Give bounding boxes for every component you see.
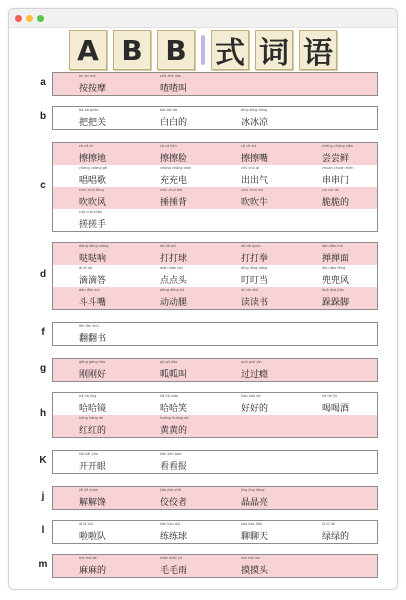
word-cell [134, 243, 215, 265]
pinyin-text: bīng bīng liáng [241, 108, 268, 112]
pinyin-text: gū gū jiào [160, 360, 178, 364]
word-text: 过过瘾 [241, 370, 269, 380]
word-cell [215, 521, 296, 543]
word-cell [53, 165, 134, 187]
word-cell [53, 107, 134, 129]
word-text: 练练球 [160, 532, 188, 542]
pinyin-text: chū chū qì [241, 166, 260, 170]
pinyin-text: hā hā xiào [160, 394, 179, 398]
pinyin-text: liáo liáo tiān [241, 522, 263, 526]
word-cell [215, 393, 296, 415]
word-cell [53, 415, 134, 437]
group-letter: h [39, 408, 47, 419]
word-cell [296, 555, 377, 577]
word-text: 滴滴答 [79, 276, 107, 286]
word-group-h [52, 392, 378, 438]
word-cell [215, 209, 296, 231]
word-cell [215, 243, 296, 265]
word-cell [296, 287, 377, 309]
word-text: 看看报 [160, 462, 188, 472]
word-cell [215, 165, 296, 187]
group-letter: l [41, 525, 45, 536]
word-row [53, 451, 377, 473]
word-group-f [52, 322, 378, 346]
word-row [53, 487, 377, 509]
word-cell [134, 451, 215, 473]
word-text: 打打拳 [241, 254, 269, 264]
word-text: 叮叮当 [241, 276, 269, 286]
word-cell [134, 265, 215, 287]
word-text: 绿绿的 [322, 532, 350, 542]
word-cell [215, 451, 296, 473]
word-cell [296, 73, 377, 95]
pinyin-text: dàn dàn huī [322, 244, 343, 248]
title-char: 语 [299, 30, 337, 70]
word-text: 聊聊天 [241, 532, 269, 542]
pinyin-text: cuō cuō shǒu [79, 210, 103, 214]
pinyin-text: bái bái de [160, 108, 178, 112]
word-cell [134, 143, 215, 165]
title-divider [201, 35, 205, 65]
pinyin-text: dīng dīng dāng [241, 266, 268, 270]
word-row [53, 143, 377, 165]
pinyin-text: kàn kàn bào [160, 452, 182, 456]
word-text: 捶捶背 [160, 198, 188, 208]
word-row [53, 187, 377, 209]
word-cell [215, 187, 296, 209]
pinyin-text: dǎ dǎ qiú [160, 244, 177, 248]
pinyin-text: duò duò jiǎo [322, 288, 344, 292]
pinyin-text: cā cā zuǐ [241, 144, 257, 148]
pinyin-text: hē hē jiǔ [322, 394, 338, 398]
word-row [53, 209, 377, 231]
pinyin-text: dāng dāng xiǎng [79, 244, 109, 248]
word-text: 黄黄的 [160, 426, 188, 436]
word-cell [53, 209, 134, 231]
pinyin-text: cuì cuì de [322, 188, 339, 192]
word-group-m [52, 554, 378, 578]
word-text: 啦啦队 [79, 532, 107, 542]
minimize-dot-icon[interactable] [26, 15, 33, 22]
word-cell [53, 393, 134, 415]
pinyin-text: gāng gāng hǎo [79, 360, 106, 364]
word-cell [53, 243, 134, 265]
word-cell [134, 415, 215, 437]
word-text: 好好的 [241, 404, 269, 414]
word-cell [53, 359, 134, 381]
close-dot-icon[interactable] [15, 15, 22, 22]
word-cell [215, 107, 296, 129]
title-char: A [69, 30, 107, 70]
word-text: 吹吹风 [79, 198, 107, 208]
word-cell [215, 359, 296, 381]
pinyin-text: cā cā liǎn [160, 144, 177, 148]
group-letter: g [39, 363, 47, 374]
word-row [53, 555, 377, 577]
word-row [53, 393, 377, 415]
word-cell [53, 73, 134, 95]
pinyin-text: jiǎo jiǎo zhě [160, 488, 181, 492]
word-cell [296, 323, 377, 345]
word-cell [134, 359, 215, 381]
group-letter: j [41, 491, 45, 502]
page-title [0, 28, 406, 72]
pinyin-text: liàn liàn qiú [160, 522, 181, 526]
group-letter: a [40, 77, 46, 88]
group-letter: d [39, 269, 47, 280]
word-cell [296, 359, 377, 381]
pinyin-text: bǎ bǎ guān [79, 108, 99, 112]
pinyin-text: cā cā dì [79, 144, 93, 148]
word-cell [134, 521, 215, 543]
pinyin-text: chuàn chuàn mén [322, 166, 354, 170]
pinyin-text: dǎ dǎ quán [241, 244, 261, 248]
pinyin-text: diǎn diǎn tóu [160, 266, 184, 270]
pinyin-text: guò guò yǐn [241, 360, 262, 364]
word-row [53, 287, 377, 309]
word-cell [53, 451, 134, 473]
word-cell [134, 393, 215, 415]
word-text: 尝尝鲜 [322, 154, 350, 164]
word-cell [53, 143, 134, 165]
word-text: 点点头 [160, 276, 188, 286]
word-text: 按按摩 [79, 84, 107, 94]
word-text: 把把关 [79, 118, 107, 128]
word-cell [215, 265, 296, 287]
pinyin-text: huáng huáng de [160, 416, 189, 420]
word-text: 翻翻书 [79, 334, 107, 344]
pinyin-text: chuī chuī niú [241, 188, 264, 192]
word-text: 开开眼 [79, 462, 107, 472]
pinyin-text: mō mō tóu [241, 556, 261, 560]
word-cell [53, 521, 134, 543]
word-text: 呱呱叫 [160, 370, 188, 380]
word-cell [296, 107, 377, 129]
word-cell [53, 265, 134, 287]
word-cell [134, 555, 215, 577]
word-cell [134, 287, 215, 309]
word-text: 解解馋 [79, 498, 107, 508]
group-letter: m [38, 559, 48, 570]
word-cell [53, 487, 134, 509]
group-letter: f [41, 327, 45, 338]
pinyin-text: dī dī dā [79, 266, 92, 270]
word-cell [134, 209, 215, 231]
group-letter: K [39, 455, 47, 466]
pinyin-text: hóng hóng de [79, 416, 104, 420]
word-cell [296, 143, 377, 165]
word-text: 喳喳叫 [160, 84, 188, 94]
word-cell [134, 187, 215, 209]
word-text: 晶晶亮 [241, 498, 269, 508]
word-cell [296, 451, 377, 473]
word-text: 跺跺脚 [322, 298, 350, 308]
word-row [53, 73, 377, 95]
word-cell [53, 287, 134, 309]
word-cell [134, 487, 215, 509]
word-group-j [52, 486, 378, 510]
word-cell [296, 415, 377, 437]
word-text: 搓搓手 [79, 220, 107, 230]
title-char: 词 [255, 30, 293, 70]
pinyin-text: àn àn mó [79, 74, 96, 78]
word-text: 读读书 [241, 298, 269, 308]
word-cell [53, 555, 134, 577]
pinyin-text: dòng dòng tuǐ [160, 288, 185, 292]
title-char: 式 [211, 30, 249, 70]
word-text: 打打球 [160, 254, 188, 264]
word-cell [215, 287, 296, 309]
word-text: 兜兜风 [322, 276, 350, 286]
word-row [53, 107, 377, 129]
word-text: 脆脆的 [322, 198, 350, 208]
word-text: 摸摸头 [241, 566, 269, 576]
word-text: 佼佼者 [160, 498, 188, 508]
pinyin-text: máo máo yǔ [160, 556, 182, 560]
word-text: 擦擦嘴 [241, 154, 269, 164]
word-row [53, 323, 377, 345]
word-text: 出出气 [241, 176, 269, 186]
word-cell [296, 209, 377, 231]
pinyin-text: chuī chuī fēng [79, 188, 104, 192]
pinyin-text: dòu dòu zuǐ [79, 288, 100, 292]
word-text: 充充电 [160, 176, 188, 186]
word-group-c [52, 142, 378, 232]
word-cell [296, 393, 377, 415]
word-cell [215, 73, 296, 95]
pinyin-text: lǜ lǜ de [322, 522, 335, 526]
pinyin-text: lā lā duì [79, 522, 93, 526]
word-text: 哈哈笑 [160, 404, 188, 414]
word-text: 白白的 [160, 118, 188, 128]
word-text: 哈哈镜 [79, 404, 107, 414]
word-text: 斗斗嘴 [79, 298, 107, 308]
pinyin-text: dú dú shū [241, 288, 259, 292]
word-text: 掸掸面 [322, 254, 350, 264]
pinyin-text: má má de [79, 556, 97, 560]
word-group-d [52, 242, 378, 310]
word-row [53, 265, 377, 287]
word-group-g [52, 358, 378, 382]
word-text: 唱唱歌 [79, 176, 107, 186]
word-cell [215, 143, 296, 165]
maximize-dot-icon[interactable] [37, 15, 44, 22]
pinyin-text: kāi kāi yǎn [79, 452, 98, 456]
word-cell [134, 73, 215, 95]
word-cell [53, 323, 134, 345]
pinyin-text: chàng chàng gē [79, 166, 108, 170]
word-text: 吹吹牛 [241, 198, 269, 208]
word-cell [296, 521, 377, 543]
word-group-b [52, 106, 378, 130]
word-text: 动动腿 [160, 298, 188, 308]
word-cell [296, 243, 377, 265]
word-cell [296, 165, 377, 187]
pinyin-text: fān fān shū [79, 324, 99, 328]
word-text: 擦擦脸 [160, 154, 188, 164]
pinyin-text: hǎo hǎo de [241, 394, 261, 398]
word-cell [134, 165, 215, 187]
word-text: 擦擦地 [79, 154, 107, 164]
word-text: 毛毛雨 [160, 566, 188, 576]
pinyin-text: hā hā jìng [79, 394, 97, 398]
window-titlebar [9, 9, 397, 28]
word-text: 哒哒响 [79, 254, 107, 264]
word-row [53, 415, 377, 437]
word-row [53, 243, 377, 265]
word-cell [53, 187, 134, 209]
word-text: 刚刚好 [79, 370, 107, 380]
pinyin-text: dōu dōu fēng [322, 266, 346, 270]
pinyin-text: jīng jīng liàng [241, 488, 265, 492]
word-group-l [52, 520, 378, 544]
word-text: 冰冰凉 [241, 118, 269, 128]
word-text: 喝喝酒 [322, 404, 350, 414]
title-char: B [113, 30, 151, 70]
pinyin-text: zhā zhā jiào [160, 74, 181, 78]
pinyin-text: jiě jiě chán [79, 488, 98, 492]
word-text: 红红的 [79, 426, 107, 436]
word-cell [134, 107, 215, 129]
group-letter: c [40, 180, 46, 191]
group-letter: b [39, 111, 47, 122]
word-group-K [52, 450, 378, 474]
word-cell [215, 415, 296, 437]
word-text: 串串门 [322, 176, 350, 186]
word-cell [215, 323, 296, 345]
word-text: 麻麻的 [79, 566, 107, 576]
word-row [53, 359, 377, 381]
pinyin-text: chōng chōng diàn [160, 166, 192, 170]
word-cell [296, 265, 377, 287]
word-cell [296, 487, 377, 509]
word-row [53, 521, 377, 543]
word-cell [134, 323, 215, 345]
word-cell [215, 555, 296, 577]
word-row [53, 165, 377, 187]
word-cell [296, 187, 377, 209]
pinyin-text: chuí chuí bèi [160, 188, 183, 192]
word-cell [215, 487, 296, 509]
title-char: B [157, 30, 195, 70]
word-group-a [52, 72, 378, 96]
pinyin-text: cháng cháng xiān [322, 144, 354, 148]
